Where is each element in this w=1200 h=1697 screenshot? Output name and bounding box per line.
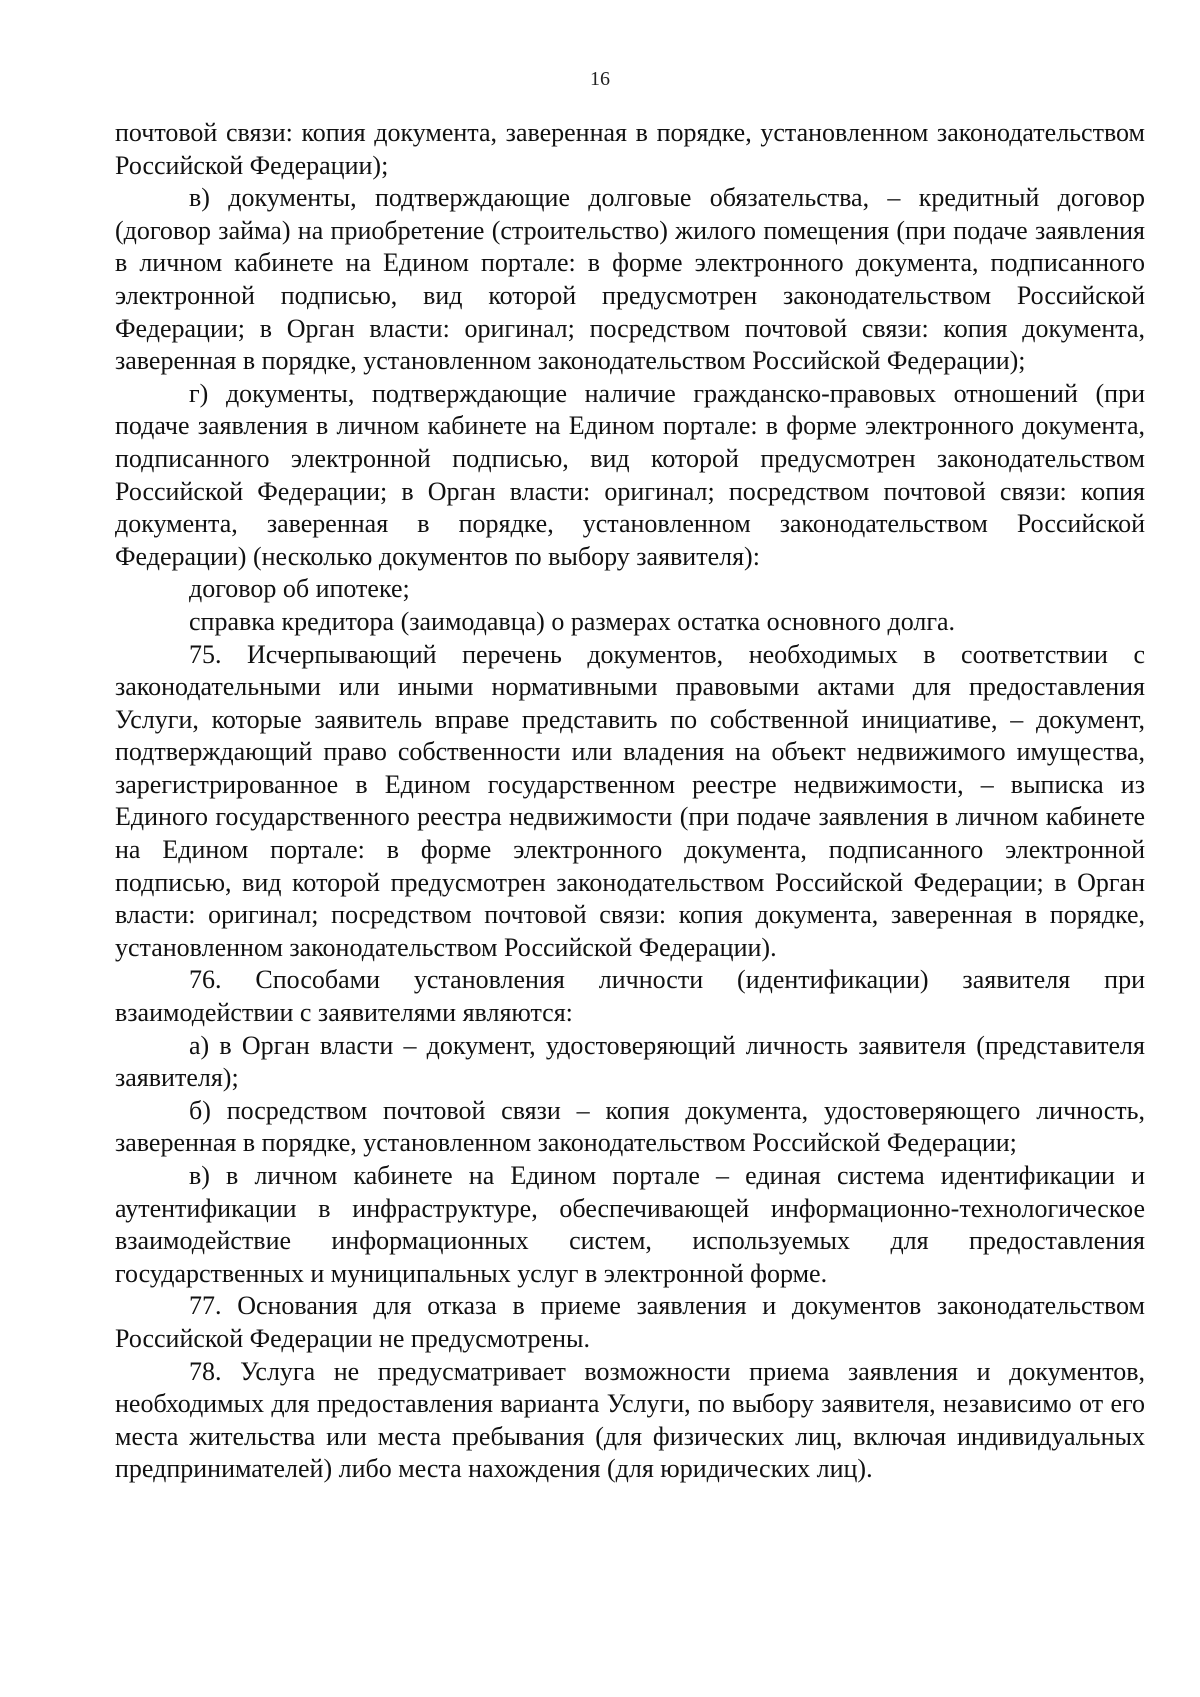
paragraph: в) в личном кабинете на Едином портале – единая система идентификации и аутентификации в инфраструктуре, обеспечивающей информационно-технологическое взаимодействие информационных систем, используемых для предоставления государственных и муниципальных услуг в электронной форме.	[115, 1161, 1145, 1288]
paragraph: б) посредством почтовой связи – копия документа, удостоверяющего личность, заверенная в порядке, установленном законодательством Российской Федерации;	[115, 1095, 1145, 1158]
list-item: договор об ипотеке;	[189, 574, 410, 604]
paragraph: 75. Исчерпывающий перечень документов, необходимых в соответствии с законодательными или иными нормативными правовыми актами для предоставления Услуги, которые заявитель вправе представить по собственной инициативе, – документ, подтверждающий право собственности или владения на объект недвижимого имущества, зарегистрированное в Едином государственном реестре недвижимости, – выписка из Единого государственного реестра недвижимости (при подаче заявления в личном кабинете на Едином портале: в форме электронного документа, подписанного электронной подписью, вид которой предусмотрен законодательством Российской Федерации; в Орган власти: оригинал; посредством почтовой связи: копия документа, заверенная в порядке, установленном законодательством Российской Федерации).	[115, 639, 1145, 962]
paragraph: 76. Способами установления личности (идентификации) заявителя при взаимодействии с заявителями являются:	[115, 965, 1145, 1028]
paragraph: 78. Услуга не предусматривает возможности приема заявления и документов, необходимых для предоставления варианта Услуги, по выбору заявителя, независимо от его места жительства или места пребывания (для физических лиц, включая индивидуальных предпринимателей) либо места нахождения (для юридических лиц).	[115, 1356, 1145, 1484]
paragraph: почтовой связи: копия документа, заверенная в порядке, установленном законодательством Российской Федерации);	[115, 118, 1145, 180]
list-item: справка кредитора (заимодавца) о размерах остатка основного долга.	[189, 606, 956, 636]
page-number: 16	[590, 68, 610, 90]
paragraph: г) документы, подтверждающие наличие гражданско-правовых отношений (при подаче заявления в личном кабинете на Едином портале: в форме электронного документа, подписанного электронной подписью, вид которой предусмотрен законодательством Российской Федерации; в Орган власти: оригинал; посредством почтовой связи: копия документа, заверенная в порядке, установленном законодательством Российской Федерации) (несколько документов по выбору заявителя):	[115, 378, 1145, 571]
paragraph: а) в Орган власти – документ, удостоверяющий личность заявителя (представителя заявителя);	[115, 1030, 1145, 1093]
paragraph: 77. Основания для отказа в приеме заявления и документов законодательством Российской Федерации не предусмотрены.	[115, 1291, 1145, 1353]
document-body	[115, 117, 1145, 1486]
paragraph: в) документы, подтверждающие долговые обязательства, – кредитный договор (договор займа) на приобретение (строительство) жилого помещения (при подаче заявления в личном кабинете на Едином портале: в форме электронного документа, подписанного электронной подписью, вид которой предусмотрен законодательством Российской Федерации; в Орган власти: оригинал; посредством почтовой связи: копия документа, заверенная в порядке, установленном законодательством Российской Федерации);	[115, 183, 1145, 376]
